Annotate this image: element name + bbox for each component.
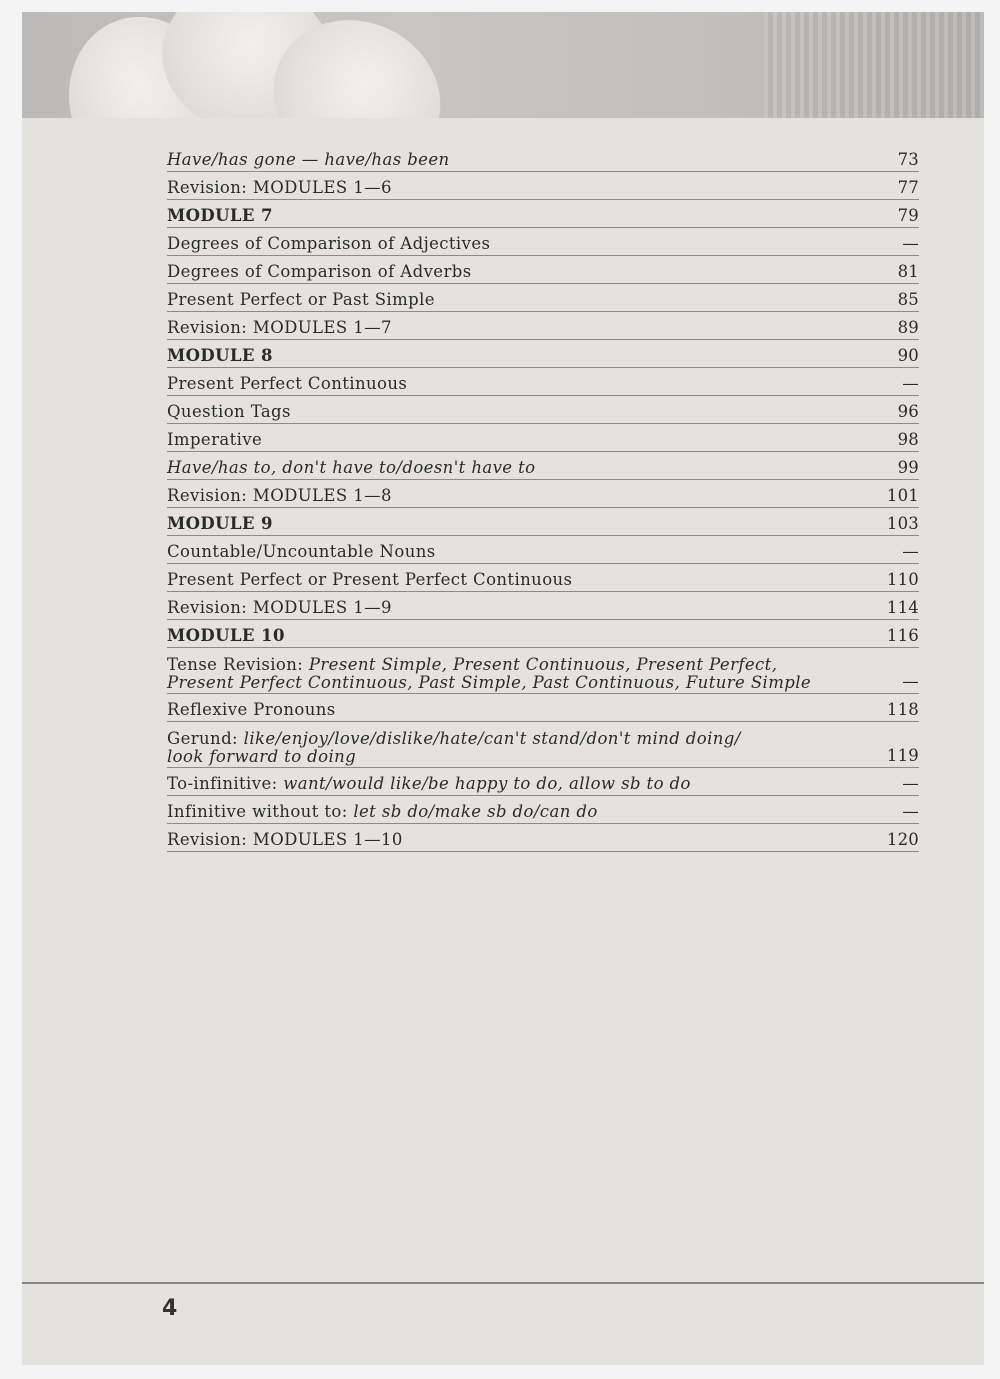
toc-entry-page: — — [902, 774, 919, 793]
table-of-contents — [167, 144, 919, 852]
toc-entry-title — [167, 656, 823, 692]
page-number: 4 — [162, 1296, 178, 1321]
footer-divider — [22, 1282, 984, 1284]
toc-entry — [167, 768, 919, 796]
toc-entry-page: — — [902, 234, 919, 253]
toc-entry-page: — — [902, 802, 919, 821]
toc-entry — [167, 480, 919, 508]
toc-entry-page: 96 — [897, 402, 919, 421]
toc-entry-detail: like/enjoy/love/dislike/hate/can't stand/don't mind doing/ — [243, 729, 741, 748]
toc-entry — [167, 452, 919, 480]
toc-entry-page: 85 — [897, 290, 919, 309]
toc-entry-prefix: Infinitive without to: — [167, 802, 354, 821]
toc-entry-title: MODULE 8 — [167, 346, 273, 365]
toc-entry-page: 118 — [886, 700, 919, 719]
toc-entry-detail-line2: Present Perfect Continuous, Past Simple, Past Continuous, Future Simple — [167, 673, 812, 692]
toc-entry-title: Present Perfect Continuous — [167, 374, 408, 393]
toc-entry — [167, 648, 919, 694]
toc-entry-title: Revision: MODULES 1—6 — [167, 178, 392, 197]
toc-entry-page: 77 — [897, 178, 919, 197]
toc-entry — [167, 620, 919, 648]
header-stripes — [764, 12, 984, 118]
toc-entry-page: 103 — [886, 514, 919, 533]
toc-entry-page: 99 — [897, 458, 919, 477]
toc-entry-page: 116 — [886, 626, 919, 645]
toc-entry-page: 90 — [897, 346, 919, 365]
toc-entry — [167, 200, 919, 228]
toc-entry-title: Have/has gone — have/has been — [167, 150, 450, 169]
toc-entry-title: Degrees of Comparison of Adjectives — [167, 234, 491, 253]
toc-entry-detail: let sb do/make sb do/can do — [353, 802, 598, 821]
toc-entry — [167, 722, 919, 768]
toc-entry-prefix: To-infinitive: — [167, 774, 284, 793]
toc-entry-page: — — [902, 542, 919, 561]
toc-entry-page: 119 — [886, 746, 919, 765]
toc-entry — [167, 592, 919, 620]
toc-entry — [167, 564, 919, 592]
toc-entry — [167, 256, 919, 284]
toc-entry-prefix: Tense Revision: — [167, 655, 309, 674]
toc-entry-title: Countable/Uncountable Nouns — [167, 542, 436, 561]
toc-entry-title: Question Tags — [167, 402, 291, 421]
toc-entry-page: — — [902, 672, 919, 691]
toc-entry — [167, 144, 919, 172]
toc-entry-page: — — [902, 374, 919, 393]
toc-entry-page: 120 — [886, 830, 919, 849]
toc-entry — [167, 824, 919, 852]
toc-entry — [167, 312, 919, 340]
toc-entry-title: MODULE 9 — [167, 514, 273, 533]
toc-entry-page: 81 — [897, 262, 919, 281]
toc-entry-title: Have/has to, don't have to/doesn't have to — [167, 458, 536, 477]
toc-entry — [167, 796, 919, 824]
toc-entry — [167, 694, 919, 722]
toc-entry-detail-line2: look forward to doing — [167, 747, 357, 766]
toc-entry — [167, 396, 919, 424]
toc-entry-title: Imperative — [167, 430, 263, 449]
toc-entry-title: Reflexive Pronouns — [167, 700, 336, 719]
toc-entry-page: 98 — [897, 430, 919, 449]
toc-entry-page: 89 — [897, 318, 919, 337]
toc-entry — [167, 368, 919, 396]
toc-entry-title: Present Perfect or Present Perfect Continuous — [167, 570, 573, 589]
toc-entry-title: MODULE 7 — [167, 206, 273, 225]
toc-entry-title: MODULE 10 — [167, 626, 285, 645]
toc-entry — [167, 536, 919, 564]
toc-entry-title: Revision: MODULES 1—10 — [167, 830, 403, 849]
toc-entry-page: 101 — [886, 486, 919, 505]
toc-entry-title: Revision: MODULES 1—9 — [167, 598, 392, 617]
toc-entry — [167, 284, 919, 312]
toc-entry-title: Revision: MODULES 1—7 — [167, 318, 392, 337]
toc-entry-prefix: Gerund: — [167, 729, 244, 748]
toc-entry-title: Degrees of Comparison of Adverbs — [167, 262, 472, 281]
toc-entry-page: 73 — [897, 150, 919, 169]
toc-entry-title — [167, 802, 610, 822]
toc-entry-title: Revision: MODULES 1—8 — [167, 486, 392, 505]
toc-entry-detail: Present Simple, Present Continuous, Present Perfect, — [308, 655, 778, 674]
toc-entry-page: 114 — [886, 598, 919, 617]
toc-entry-page: 110 — [886, 570, 919, 589]
toc-entry-page: 79 — [897, 206, 919, 225]
toc-entry — [167, 172, 919, 200]
header-decoration — [22, 12, 984, 118]
toc-entry-title — [167, 774, 703, 794]
book-page — [22, 12, 984, 1365]
toc-entry-detail: want/would like/be happy to do, allow sb to do — [283, 774, 691, 793]
toc-entry — [167, 228, 919, 256]
toc-entry — [167, 340, 919, 368]
toc-entry-title: Present Perfect or Past Simple — [167, 290, 435, 309]
toc-entry — [167, 424, 919, 452]
toc-entry — [167, 508, 919, 536]
toc-entry-title — [167, 730, 753, 766]
